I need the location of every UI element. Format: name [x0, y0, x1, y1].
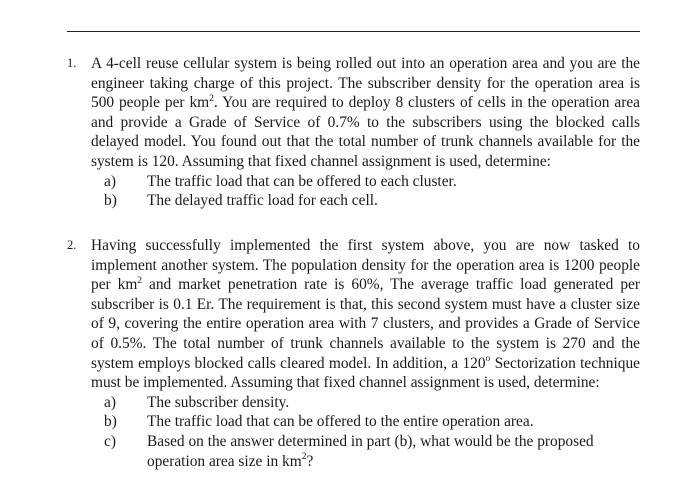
part-text: The subscriber density. — [147, 393, 290, 411]
question-1 — [67, 54, 640, 211]
part-label: a) — [104, 172, 116, 190]
superscript: 2 — [301, 450, 307, 462]
part-text — [147, 432, 640, 471]
question-text: Having successfully implemented the first system above, you are now tasked to implement another system. The population density for the operation area is 1200 people per km — [91, 237, 640, 294]
degree-superscript: o — [485, 352, 491, 364]
question-number: 2. — [67, 238, 77, 252]
part-label: b) — [104, 413, 117, 431]
part-text: The delayed traffic load for each cell. — [147, 192, 378, 210]
question-parts — [91, 393, 640, 471]
part-label: c) — [104, 432, 116, 450]
question-part — [91, 393, 640, 413]
question-text: Sectorization technique must be implemented. Assuming that fixed channel assignment is used, determine: — [91, 354, 640, 392]
superscript: 2 — [137, 274, 143, 286]
question-body — [91, 236, 640, 471]
part-label: b) — [104, 192, 117, 210]
question-part — [91, 172, 640, 192]
question-part — [91, 191, 640, 211]
question-body — [91, 54, 640, 211]
question-part — [91, 432, 640, 471]
part-text: The traffic load that can be offered to the entire operation area. — [147, 413, 534, 431]
question-parts — [91, 172, 640, 211]
part-text-segment: Based on the answer determined in part (b), what would be the proposed operation area size in km — [147, 432, 594, 470]
question-2 — [67, 236, 640, 471]
question-part — [91, 412, 640, 432]
question-text: A 4-cell reuse cellular system is being rolled out into an operation area and you are the engineer taking charge of this project. The subscriber density for the operation area is 500 people per km — [91, 55, 640, 112]
part-text: The traffic load that can be offered to each cluster. — [147, 172, 457, 190]
top-divider — [67, 31, 640, 32]
question-number: 1. — [67, 56, 77, 70]
question-text: and market penetration rate is 60%, The average traffic load generated per subscriber is 0.1 Er. The requirement is that, this second system must have a cluster size of 9, covering the entire operation area with 7 clusters, and provides a Grade of Service of 0.5%. The total number of trunk channels available to the system is 270 and the system employs blocked calls cleared model. In addition, a 120 — [91, 276, 640, 372]
question-text: . You are required to deploy 8 clusters of cells in the operation area and provide a Grade of Service of 0.7% to the subscribers using the blocked calls delayed model. You found out that the total number of trunk channels available for the system is 120. Assuming that fixed channel assignment is used, determine: — [91, 94, 640, 170]
part-text-segment: ? — [306, 452, 314, 470]
part-label: a) — [104, 393, 116, 411]
superscript: 2 — [209, 92, 214, 104]
